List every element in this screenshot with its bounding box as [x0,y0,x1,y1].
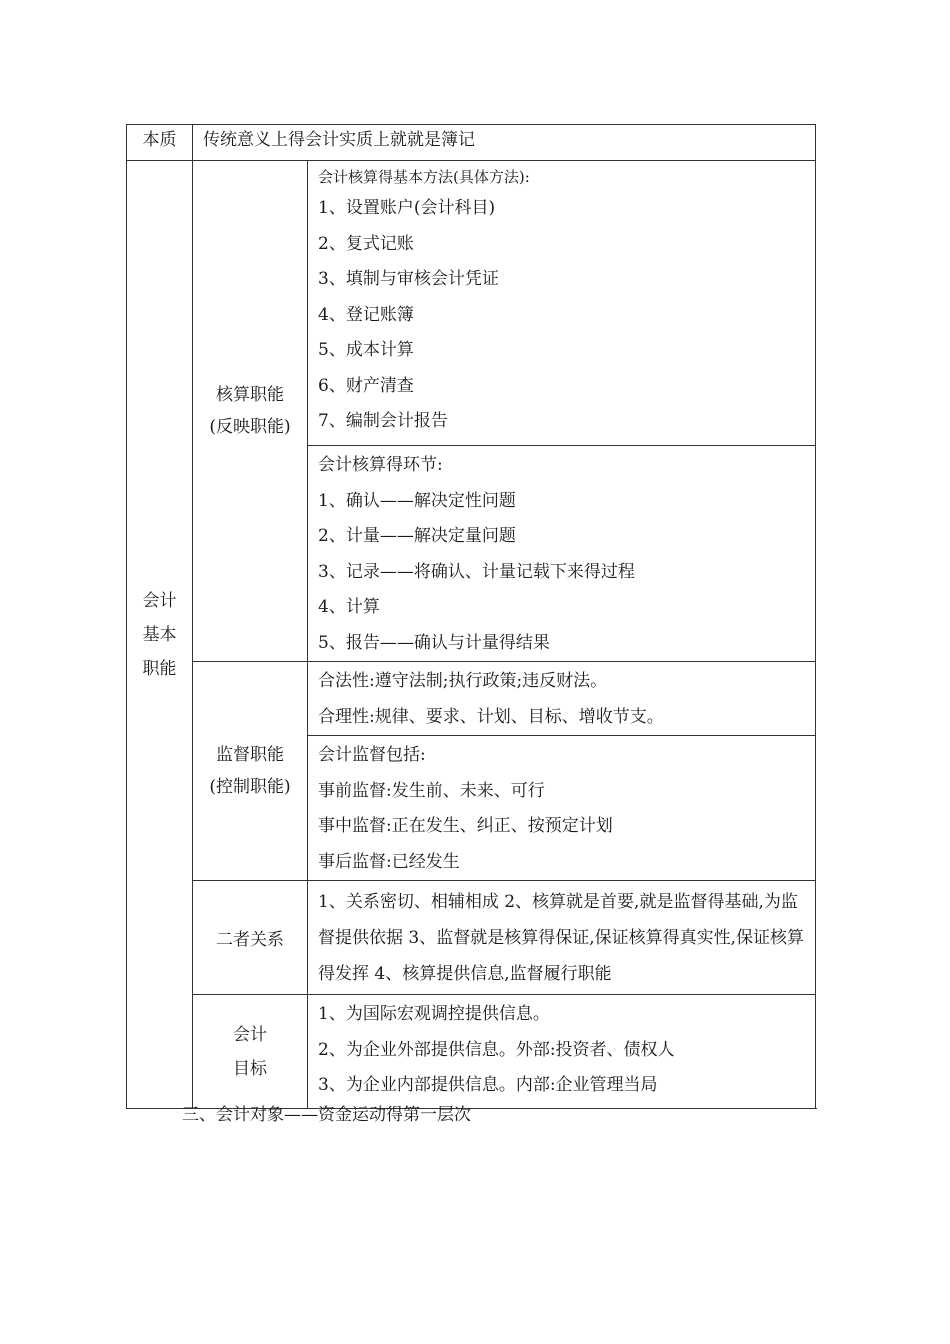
list-item: 事前监督:发生前、未来、可行 [318,780,545,801]
list-item: 事后监督:已经发生 [318,851,460,872]
list-item: 合理性:规律、要求、计划、目标、增收节支。 [318,706,664,727]
steps-header: 会计核算得环节: [318,455,443,475]
list-item: 3、记录——将确认、计量记载下来得过程 [318,561,635,582]
list-item: 7、编制会计报告 [318,411,448,431]
goals-label: 会计 目标 [193,995,308,1109]
accounting-steps-cell [308,446,816,662]
goals-row [127,995,816,1109]
list-item: 3、填制与审核会计凭证 [318,269,499,289]
list-item: 2、为企业外部提供信息。外部:投资者、债权人 [318,1039,675,1060]
list-item: 事中监督:正在发生、纠正、按预定计划 [318,816,613,836]
supervision-function-label: 监督职能 (控制职能) [193,662,308,881]
list-item: 5、成本计算 [318,340,414,360]
list-item: 1、设置账户(会计科目) [318,198,496,218]
list-item: 5、报告——确认与计量得结果 [318,632,550,653]
relation-row [127,881,816,995]
essence-text: 传统意义上得会计实质上就就是簿记 [193,125,816,161]
relation-label: 二者关系 [193,881,308,995]
goals-cell [308,995,816,1109]
basic-functions-label: 会计 基本 职能 [127,161,193,1109]
supervision-nature-cell [308,662,816,736]
accounting-table [126,124,816,1109]
list-item: 2、计量——解决定量问题 [318,526,516,546]
methods-row [127,161,816,446]
accounting-function-label: 核算职能 (反映职能) [193,161,308,662]
list-item: 6、财产清查 [318,375,414,396]
supervision-includes-cell [308,736,816,881]
list-item: 4、登记账簿 [318,304,414,325]
section-heading: 三、会计对象——资金运动得第一层次 [182,1105,471,1125]
relation-text: 1、关系密切、相辅相成 2、核算就是首要,就是监督得基础,为监督提供依据 3、监督就是核算得保证,保证核算得真实性,保证核算得发挥 4、核算提供信息,监督履行职能 [318,892,805,984]
list-item: 合法性:遵守法制;执行政策;违反财法。 [318,671,608,691]
list-item: 1、为国际宏观调控提供信息。 [318,1004,550,1024]
supervision-nature-row [127,662,816,736]
methods-header: 会计核算得基本方法(具体方法): [318,168,530,186]
list-item: 3、为企业内部提供信息。内部:企业管理当局 [318,1075,658,1095]
list-item: 2、复式记账 [318,233,414,254]
list-item: 1、确认——解决定性问题 [318,490,516,511]
essence-row [127,125,816,161]
essence-label: 本质 [127,125,193,161]
list-item: 4、计算 [318,597,380,617]
accounting-methods-cell [308,161,816,446]
relation-text-cell [308,881,816,995]
includes-header: 会计监督包括: [318,745,426,765]
